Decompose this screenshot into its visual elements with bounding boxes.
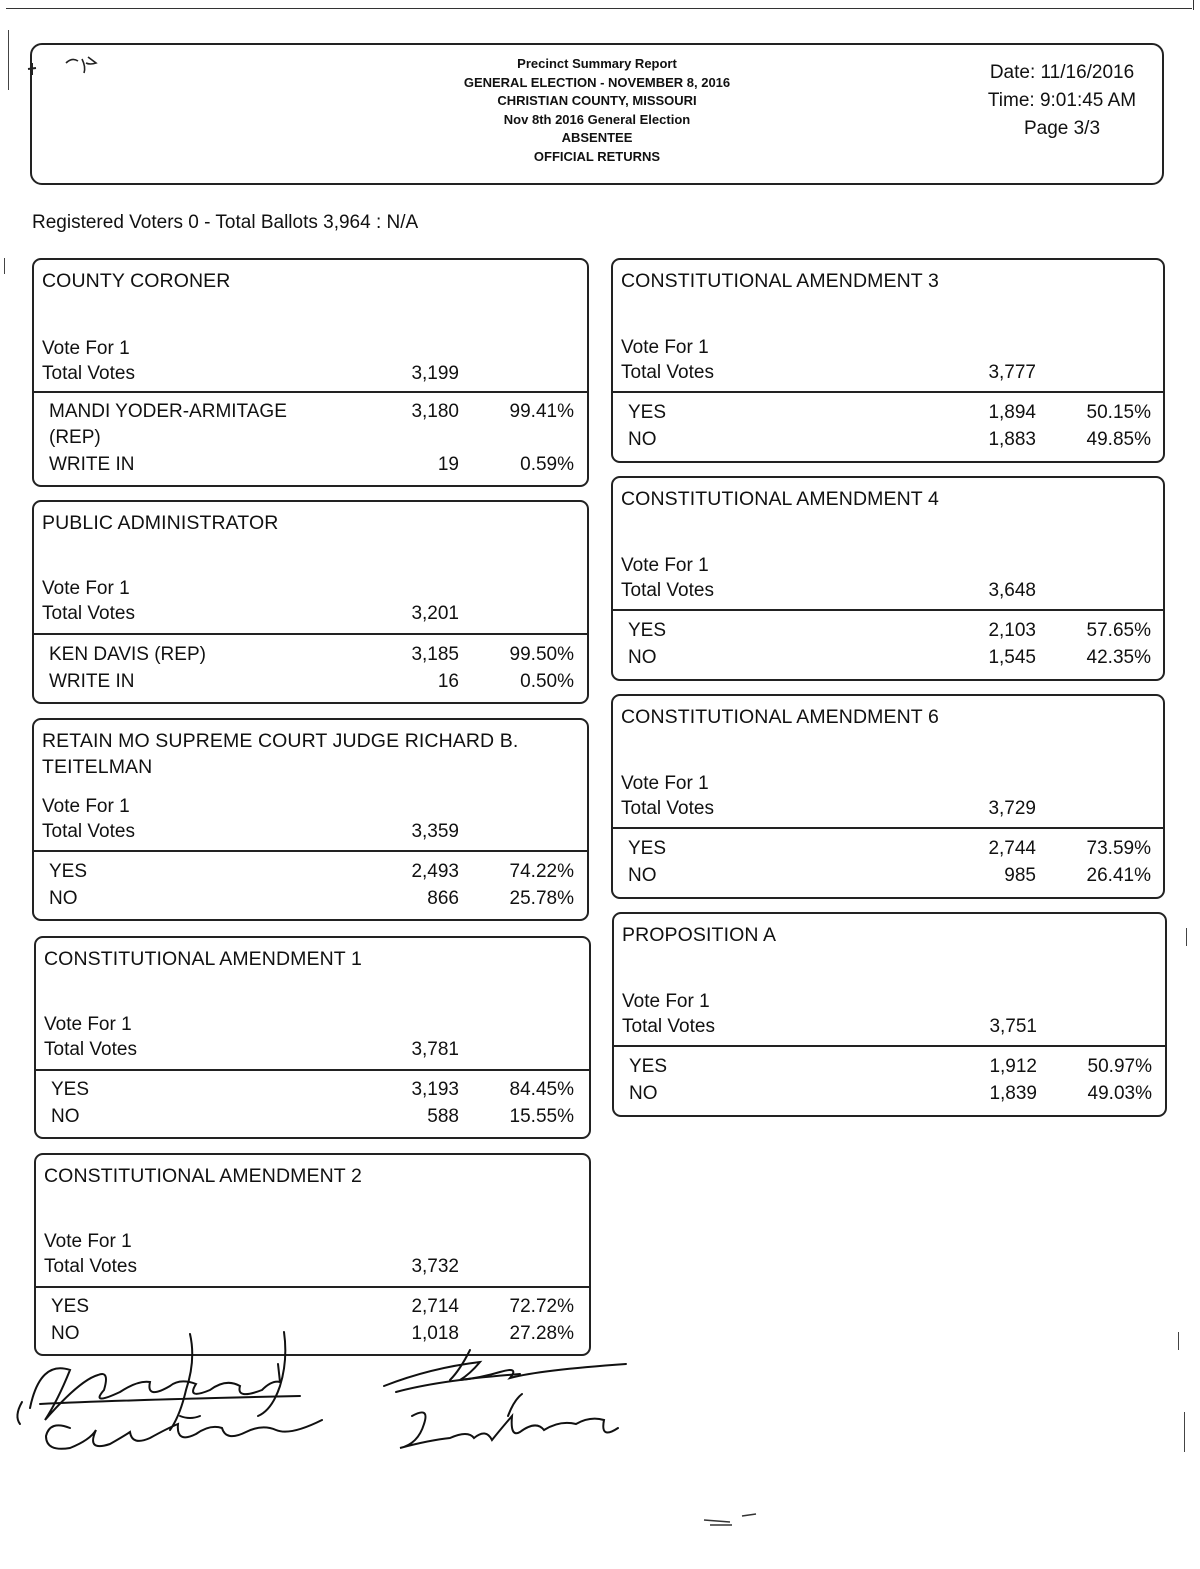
candidate-votes: 1,545 — [988, 647, 1036, 668]
race-divider — [34, 633, 587, 635]
total-votes-label: Total Votes — [44, 1256, 137, 1277]
candidate-percent: 84.45% — [509, 1079, 574, 1100]
report-date: Date: 11/16/2016 — [989, 62, 1135, 83]
margin-mark — [1186, 928, 1187, 946]
total-votes-value: 3,732 — [411, 1256, 459, 1277]
candidate-name: NO — [51, 1106, 80, 1127]
race-divider — [34, 391, 587, 393]
race-title: CONSTITUTIONAL AMENDMENT 3 — [621, 270, 939, 292]
candidate-name: NO — [628, 647, 657, 668]
vote-for: Vote For 1 — [44, 1231, 132, 1252]
candidate-votes: 2,744 — [988, 838, 1036, 859]
candidate-percent: 49.85% — [1086, 429, 1151, 450]
candidate-votes: 1,912 — [989, 1056, 1037, 1077]
candidate-percent: 0.59% — [520, 454, 574, 475]
report-meta — [962, 59, 1162, 143]
total-votes-value: 3,751 — [989, 1016, 1037, 1037]
candidate-votes: 2,493 — [411, 861, 459, 882]
candidate-votes: 1,018 — [411, 1323, 459, 1344]
race-title: CONSTITUTIONAL AMENDMENT 6 — [621, 706, 939, 728]
candidate-name: YES — [49, 861, 88, 882]
vote-for: Vote For 1 — [44, 1014, 132, 1035]
candidate-name: YES — [629, 1056, 668, 1077]
candidate-percent: 25.78% — [509, 888, 574, 909]
election-subtitle: Nov 8th 2016 General Election — [503, 111, 691, 127]
vote-for: Vote For 1 — [42, 796, 130, 817]
race-county-coroner — [32, 258, 589, 487]
race-title: PROPOSITION A — [622, 924, 777, 946]
race-divider — [36, 1069, 589, 1071]
vote-for: Vote For 1 — [621, 337, 709, 358]
candidate-percent: 99.41% — [509, 401, 574, 422]
page-frame-line — [6, 8, 1192, 9]
race-constitutional-amendment-4 — [611, 476, 1165, 681]
candidate-percent: 27.28% — [509, 1323, 574, 1344]
candidate-name: WRITE IN — [49, 454, 135, 475]
candidate-votes: 2,714 — [411, 1296, 459, 1317]
candidate-name: YES — [628, 402, 667, 423]
county-name: CHRISTIAN COUNTY, MISSOURI — [497, 93, 697, 108]
candidate-votes: 19 — [437, 454, 459, 475]
margin-mark — [4, 258, 5, 274]
race-title: CONSTITUTIONAL AMENDMENT 1 — [44, 948, 362, 970]
candidate-percent: 50.97% — [1087, 1056, 1152, 1077]
total-votes-label: Total Votes — [42, 603, 135, 624]
ballot-type: ABSENTEE — [561, 130, 633, 145]
candidate-name: YES — [628, 620, 667, 641]
candidate-percent: 26.41% — [1086, 865, 1151, 886]
candidate-votes: 16 — [437, 671, 459, 692]
frame-corner-tick — [1193, 0, 1194, 10]
margin-mark — [1184, 1412, 1185, 1452]
candidate-votes: 1,894 — [988, 402, 1036, 423]
vote-for: Vote For 1 — [622, 991, 710, 1012]
race-title: CONSTITUTIONAL AMENDMENT 2 — [44, 1165, 362, 1187]
candidate-name: NO — [629, 1083, 658, 1104]
returns-status: OFFICIAL RETURNS — [533, 148, 661, 164]
candidate-votes: 1,883 — [988, 429, 1036, 450]
candidate-percent: 0.50% — [520, 671, 574, 692]
race-title: CONSTITUTIONAL AMENDMENT 4 — [621, 488, 939, 510]
candidate-votes: 1,839 — [989, 1083, 1037, 1104]
candidate-name: YES — [51, 1079, 90, 1100]
report-time: Time: 9:01:45 AM — [987, 90, 1137, 111]
candidate-name: WRITE IN — [49, 671, 135, 692]
total-votes-value: 3,777 — [988, 362, 1036, 383]
candidate-name: MANDI YODER-ARMITAGE (REP) — [49, 401, 287, 448]
candidate-name: KEN DAVIS (REP) — [49, 644, 206, 665]
candidate-name: YES — [628, 838, 667, 859]
signature-icon — [0, 1320, 700, 1490]
race-constitutional-amendment-6 — [611, 694, 1165, 899]
total-votes-value: 3,359 — [411, 821, 459, 842]
race-public-administrator — [32, 500, 589, 704]
ballot-summary: Registered Voters 0 - Total Ballots 3,964 : N/A — [32, 212, 419, 233]
total-votes-label: Total Votes — [42, 363, 135, 384]
report-header — [30, 43, 1164, 185]
candidate-votes: 3,185 — [411, 644, 459, 665]
race-proposition-a — [612, 912, 1167, 1117]
candidate-votes: 588 — [427, 1106, 459, 1127]
page-number: Page 3/3 — [1023, 118, 1101, 139]
total-votes-label: Total Votes — [621, 580, 714, 601]
total-votes-label: Total Votes — [622, 1016, 715, 1037]
race-title: RETAIN MO SUPREME COURT JUDGE RICHARD B. TEITELMAN — [42, 730, 519, 778]
candidate-votes: 866 — [427, 888, 459, 909]
candidate-percent: 42.35% — [1086, 647, 1151, 668]
candidate-votes: 2,103 — [988, 620, 1036, 641]
total-votes-label: Total Votes — [621, 362, 714, 383]
candidate-percent: 73.59% — [1086, 838, 1151, 859]
election-name: GENERAL ELECTION - NOVEMBER 8, 2016 — [463, 74, 731, 90]
candidate-name: NO — [628, 429, 657, 450]
candidate-votes: 985 — [1004, 865, 1036, 886]
candidate-percent: 15.55% — [509, 1106, 574, 1127]
race-title: PUBLIC ADMINISTRATOR — [42, 512, 279, 534]
race-divider — [613, 609, 1163, 611]
total-votes-label: Total Votes — [621, 798, 714, 819]
candidate-percent: 74.22% — [509, 861, 574, 882]
margin-mark — [8, 30, 9, 90]
candidate-percent: 57.65% — [1086, 620, 1151, 641]
margin-mark — [1178, 1332, 1179, 1350]
vote-for: Vote For 1 — [621, 555, 709, 576]
race-title: COUNTY CORONER — [42, 270, 231, 292]
vote-for: Vote For 1 — [42, 338, 130, 359]
vote-for: Vote For 1 — [621, 773, 709, 794]
total-votes-value: 3,201 — [411, 603, 459, 624]
race-divider — [613, 391, 1163, 393]
total-votes-label: Total Votes — [44, 1039, 137, 1060]
report-title: Precinct Summary Report — [517, 56, 677, 71]
race-divider — [614, 1045, 1165, 1047]
candidate-name: NO — [628, 865, 657, 886]
candidate-percent: 50.15% — [1086, 402, 1151, 423]
race-constitutional-amendment-1 — [34, 936, 591, 1139]
candidate-votes: 3,180 — [411, 401, 459, 422]
race-divider — [36, 1286, 589, 1288]
candidate-name: NO — [51, 1323, 80, 1344]
race-divider — [613, 827, 1163, 829]
total-votes-value: 3,729 — [988, 798, 1036, 819]
vote-for: Vote For 1 — [42, 578, 130, 599]
race-constitutional-amendment-3 — [611, 258, 1165, 463]
candidate-percent: 99.50% — [509, 644, 574, 665]
race-retain-judge — [32, 718, 589, 921]
total-votes-value: 3,648 — [988, 580, 1036, 601]
candidate-name: YES — [51, 1296, 90, 1317]
candidate-percent: 49.03% — [1087, 1083, 1152, 1104]
scan-mark-icon — [700, 1510, 770, 1530]
candidate-votes: 3,193 — [411, 1079, 459, 1100]
total-votes-value: 3,199 — [411, 363, 459, 384]
total-votes-label: Total Votes — [42, 821, 135, 842]
total-votes-value: 3,781 — [411, 1039, 459, 1060]
candidate-name: NO — [49, 888, 78, 909]
candidate-percent: 72.72% — [509, 1296, 574, 1317]
race-divider — [34, 850, 587, 852]
